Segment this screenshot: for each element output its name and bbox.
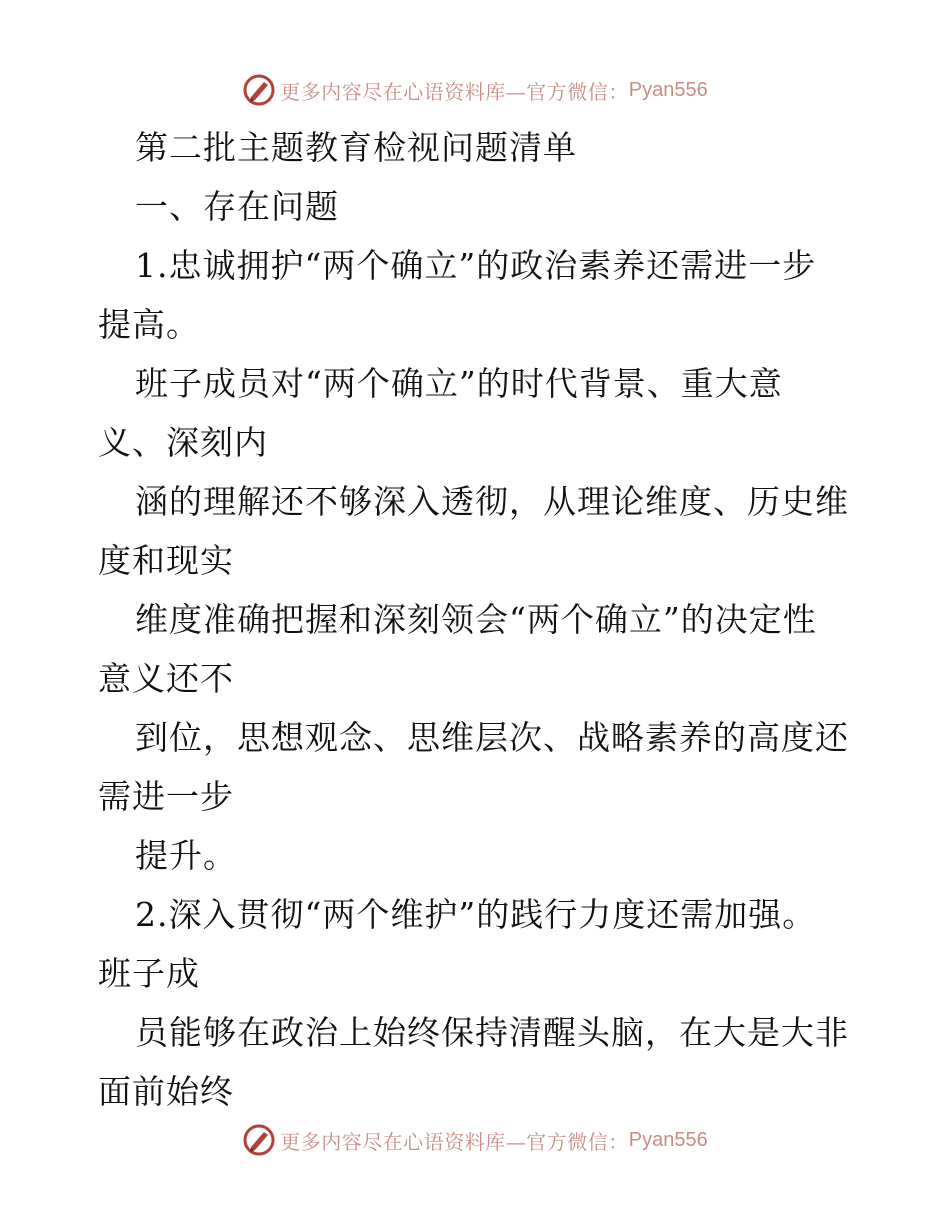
document-line: 到位，思想观念、思维层次、战略素养的高度还 [135, 718, 849, 757]
document-line: 第二批主题教育检视问题清单 [135, 128, 577, 167]
document-line: 1.忠诚拥护“两个确立”的政治素养还需进一步 [135, 246, 817, 285]
document-line: 面前始终 [98, 1072, 234, 1111]
watermark-wechat-id: Pyan556 [628, 1128, 708, 1151]
document-line: 提高。 [98, 305, 200, 344]
watermark-text: 更多内容尽在心语资料库—官方微信： [280, 79, 629, 104]
document-line: 班子成 [98, 954, 200, 993]
document-line: 义、深刻内 [98, 423, 268, 462]
pen-logo-icon [242, 73, 276, 107]
document-line: 2.深入贯彻“两个维护”的践行力度还需加强。 [135, 895, 817, 934]
document-line: 度和现实 [98, 541, 234, 580]
document-line: 需进一步 [98, 777, 234, 816]
document-line: 员能够在政治上始终保持清醒头脑，在大是大非 [135, 1013, 849, 1052]
pen-logo-icon [242, 1123, 276, 1157]
watermark-text: 更多内容尽在心语资料库—官方微信： [280, 1129, 629, 1154]
document-line: 班子成员对“两个确立”的时代背景、重大意 [135, 364, 783, 403]
header-watermark [0, 70, 950, 110]
document-line: 提升。 [135, 836, 237, 875]
document-line: 维度准确把握和深刻领会“两个确立”的决定性 [135, 600, 817, 639]
document-line: 涵的理解还不够深入透彻，从理论维度、历史维 [135, 482, 849, 521]
watermark-wechat-id: Pyan556 [628, 78, 708, 101]
document-body [98, 118, 858, 1121]
footer-watermark [0, 1120, 950, 1160]
document-line: 一、存在问题 [135, 187, 339, 226]
document-line: 意义还不 [98, 659, 234, 698]
